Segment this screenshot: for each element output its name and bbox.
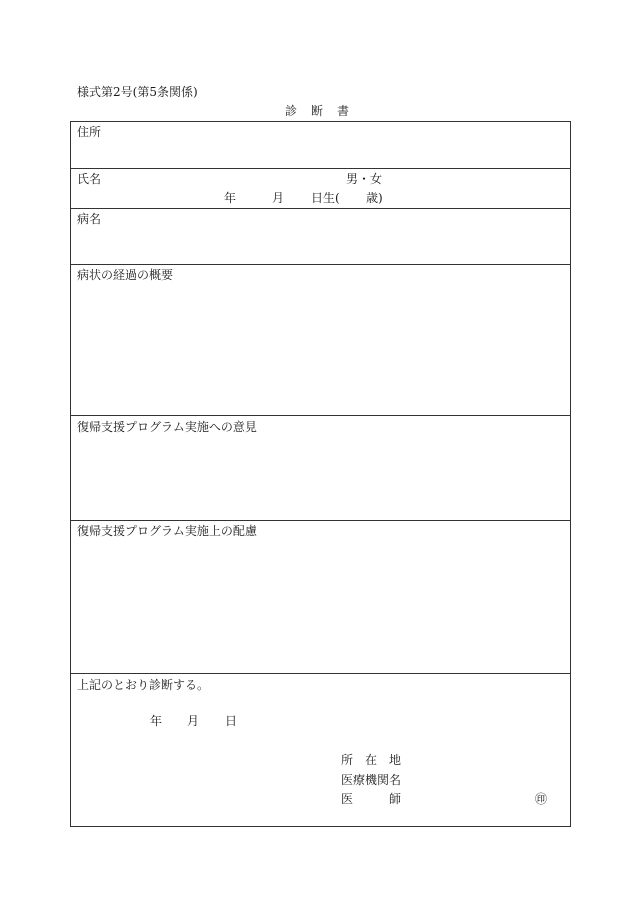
certification-statement: 上記のとおり診断する。 — [77, 678, 210, 692]
cert-day-label: 日 — [225, 714, 238, 728]
address-label: 住所 — [77, 125, 102, 139]
diagnosis-form — [70, 121, 571, 827]
divider-opinion — [71, 520, 570, 521]
considerations-label: 復帰支援プログラム実施上の配慮 — [77, 524, 257, 538]
location-label: 所 在 地 — [341, 753, 402, 767]
gender-field: 男・女 — [346, 172, 383, 186]
disease-label: 病名 — [77, 212, 102, 226]
birth-year-label: 年 — [224, 191, 237, 205]
cert-month-label: 月 — [187, 714, 200, 728]
divider-disease — [71, 264, 570, 265]
divider-name — [71, 208, 570, 209]
age-label: 歳) — [366, 191, 383, 205]
doctor-label: 医 師 — [341, 792, 402, 806]
name-label: 氏名 — [77, 172, 102, 186]
cert-year-label: 年 — [150, 714, 163, 728]
opinion-label: 復帰支援プログラム実施への意見 — [77, 420, 257, 434]
birth-month-label: 月 — [272, 191, 285, 205]
form-number: 様式第2号(第5条関係) — [77, 85, 198, 99]
page-title: 診 断 書 — [285, 104, 351, 118]
birth-day-label: 日生( — [311, 191, 340, 205]
seal-mark: ㊞ — [535, 792, 548, 806]
divider-address — [71, 168, 570, 169]
symptoms-label: 病状の経過の概要 — [77, 268, 174, 282]
institution-label: 医療機関名 — [341, 773, 402, 787]
divider-considerations — [71, 673, 570, 674]
divider-symptoms — [71, 415, 570, 416]
